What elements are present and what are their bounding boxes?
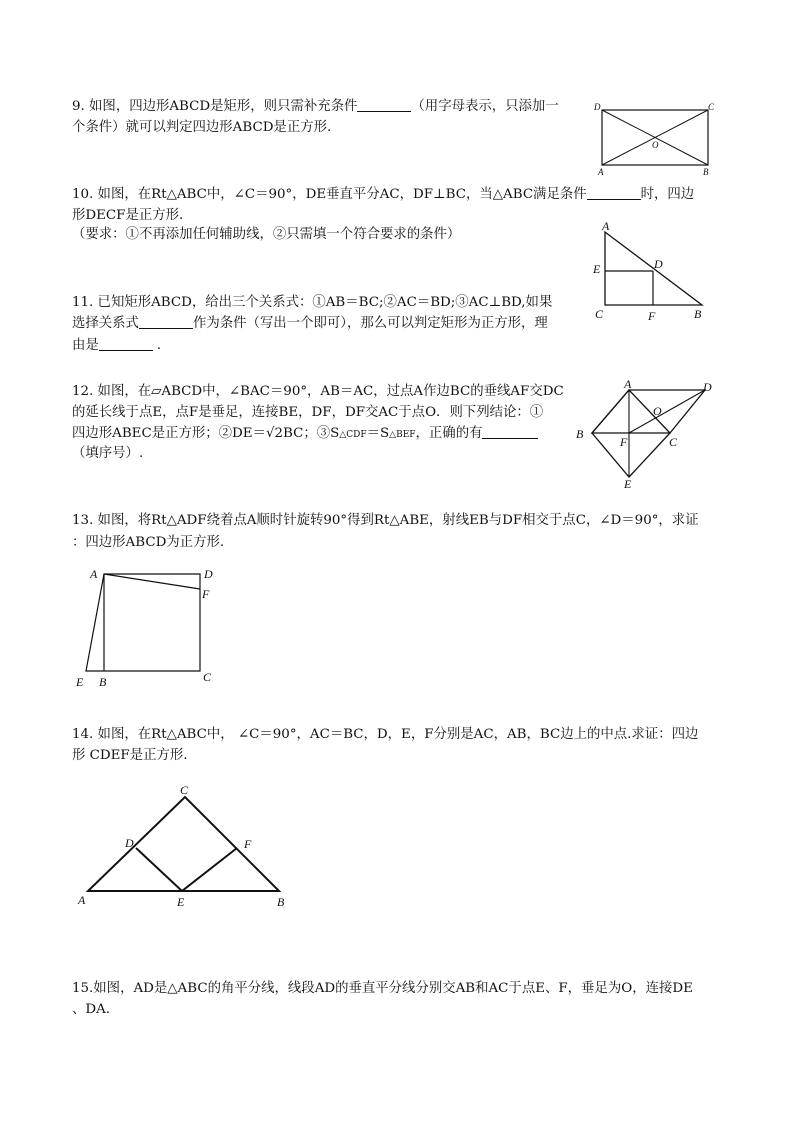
- outline-adce: [86, 574, 200, 671]
- label-F: F: [202, 587, 210, 601]
- q14-triangle-figure: [72, 782, 302, 914]
- label-B: B: [277, 895, 285, 909]
- q10-line1: 10. 如图，在Rt△ABC中，∠C＝90°，DE垂直平分AC，DF⊥BC，当△ABC满足条件 时，四边: [72, 187, 695, 202]
- label-F: F: [620, 435, 628, 449]
- label-F: F: [648, 309, 656, 323]
- q12-answer-blank[interactable]: [482, 426, 538, 439]
- label-D: D: [654, 257, 663, 271]
- label-D: D: [703, 380, 712, 394]
- q10-line3: （要求：①不再添加任何辅助线，②只需填一个符合要求的条件）: [72, 227, 461, 242]
- q9-answer-blank[interactable]: [357, 99, 411, 112]
- label-E: E: [76, 675, 84, 689]
- q10-line2: 形DECF是正方形.: [72, 208, 184, 223]
- label-E: E: [593, 262, 601, 276]
- q12-line2: 的延长线于点E，点F是垂足，连接BE，DF，DF交AC于点O．则下列结论：①: [72, 405, 544, 420]
- label-B: B: [99, 675, 107, 689]
- segment-de: [136, 848, 182, 891]
- label-A: A: [624, 377, 632, 391]
- q14-line2: 形 CDEF是正方形.: [72, 748, 188, 763]
- q11-line2: 选择关系式 作为条件（写出一个即可），那么可以判定矩形为正方形，理: [72, 316, 548, 331]
- q10-answer-blank[interactable]: [587, 187, 641, 200]
- q10-triangle-figure: [590, 218, 715, 326]
- label-F: F: [244, 837, 252, 851]
- label-A: A: [78, 893, 86, 907]
- q12-line3: 四边形ABEC是正方形；②DE＝√2BC；③S△CDF＝S△BEF，正确的有: [72, 426, 538, 443]
- segment-af: [104, 574, 200, 589]
- label-C: C: [708, 102, 715, 112]
- label-D: D: [204, 567, 213, 581]
- segment-df: [629, 390, 705, 433]
- label-B: B: [576, 427, 584, 441]
- label-B: B: [703, 167, 709, 177]
- q15-line2: 、DA.: [72, 1002, 111, 1017]
- q9-line1: 9. 如图，四边形ABCD是矩形，则只需补充条件 （用字母表示，只添加一: [72, 99, 559, 114]
- label-D: D: [125, 836, 134, 850]
- label-E: E: [177, 895, 185, 909]
- q13-line1: 13. 如图，将Rt△ADF绕着点A顺时针旋转90°得到Rt△ABE，射线EB与DF相交于点C，∠D＝90°，求证: [72, 513, 699, 528]
- q14-line1: 14. 如图，在Rt△ABC中， ∠C＝90°，AC＝BC，D，E，F分别是AC，AB，BC边上的中点.求证：四边: [72, 727, 699, 742]
- label-C: C: [203, 670, 212, 684]
- q11-answer-blank-2[interactable]: [99, 338, 153, 351]
- q13-square-figure: [72, 560, 232, 692]
- label-A: A: [90, 567, 98, 581]
- q15-line1: 15.如图，AD是△ABC的角平分线，线段AD的垂直平分线分别交AB和AC于点E、F，垂足为O，连接DE: [72, 981, 693, 996]
- q11-answer-blank-1[interactable]: [139, 316, 193, 329]
- label-C: C: [595, 307, 604, 321]
- q12-parallelogram-figure: [572, 376, 720, 494]
- q11-line3: 由是 .: [72, 338, 162, 353]
- label-O: O: [652, 140, 659, 150]
- label-C: C: [669, 435, 678, 449]
- label-B: B: [694, 307, 702, 321]
- q12-line4: （填序号）.: [72, 446, 144, 461]
- label-A: A: [598, 167, 604, 177]
- parallelogram-abcd: [592, 390, 705, 433]
- label-C: C: [180, 783, 189, 797]
- segment-ef: [182, 848, 237, 891]
- q9-rectangle-figure: [592, 100, 722, 178]
- q12-line1: 12. 如图，在▱ABCD中，∠BAC＝90°，AB＝AC，过点A作边BC的垂线AF交DC: [72, 384, 564, 399]
- q13-line2: ：四边形ABCD为正方形.: [72, 535, 225, 550]
- label-D: D: [594, 102, 601, 112]
- label-A: A: [602, 219, 610, 233]
- label-E: E: [624, 477, 632, 491]
- label-O: O: [653, 404, 662, 418]
- q11-line1: 11. 已知矩形ABCD，给出三个关系式：①AB＝BC;②AC＝BD;③AC⊥BD,如果: [72, 295, 553, 310]
- q9-line2: 个条件）就可以判定四边形ABCD是正方形.: [72, 120, 332, 135]
